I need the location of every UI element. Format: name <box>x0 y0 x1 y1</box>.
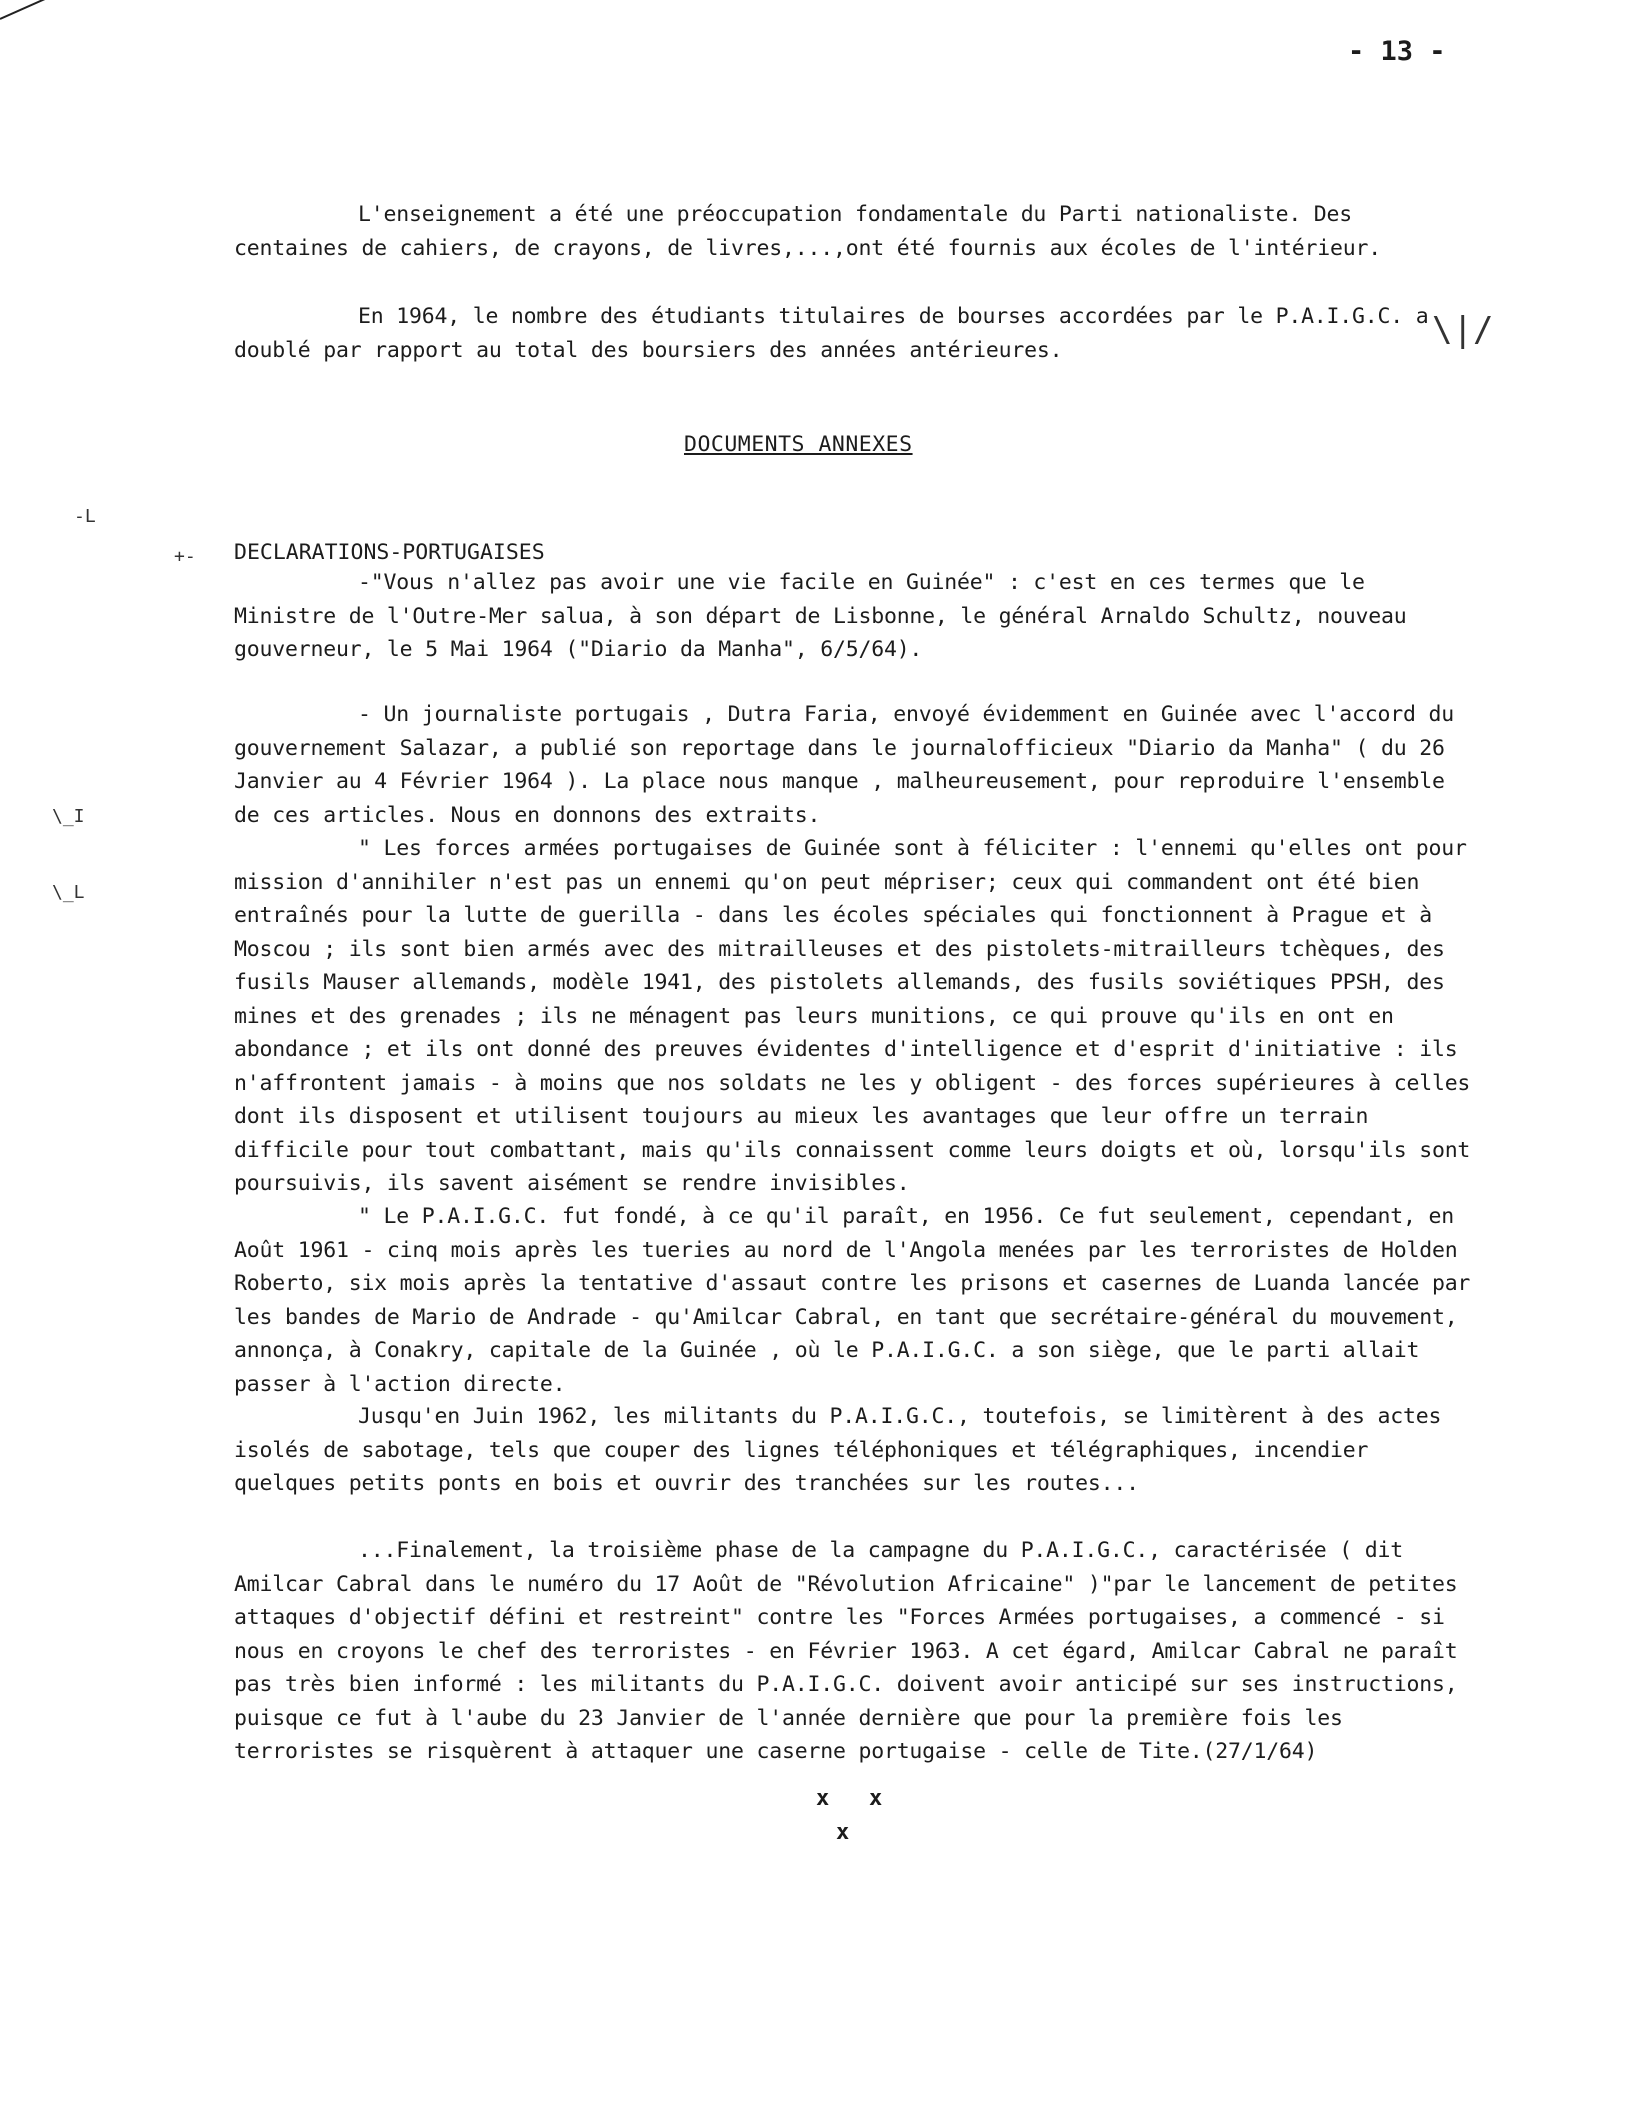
paragraph-ministre: -"Vous n'allez pas avoir une vie facile en Guinée" : c'est en ces termes que le Ministre de l'Outre-Mer salua, à son départ de Lisbonne, le général Arnaldo Schultz, nouveau gouverneur, le 5 Mai 1964 ("Diario da Manha", 6/5/64). <box>234 570 1407 662</box>
page-number: - 13 - <box>1348 36 1446 67</box>
paragraph-enseignement: L'enseignement a été une préoccupation fondamentale du Parti nationaliste. Des centaines de cahiers, de crayons, de livres,...,ont été fournis aux écoles de l'intérieur. <box>234 202 1381 261</box>
separator-bottom: x <box>836 1820 850 1845</box>
paragraph-juin-1962: Jusqu'en Juin 1962, les militants du P.A.I.G.C., toutefois, se limitèrent à des actes isolés de sabotage, tels que couper des lignes téléphoniques et télégraphiques, incendier quelques petits ponts en bois et ouvrir des tranchées sur les routes... <box>234 1404 1442 1496</box>
section-title-declarations: DECLARATIONS-PORTUGAISES <box>234 540 545 565</box>
separator-top: x x <box>816 1786 883 1811</box>
margin-mark: \_L <box>52 882 85 903</box>
paragraph-journaliste: - Un journaliste portugais , Dutra Faria, envoyé évidemment en Guinée avec l'accord du gouvernement Salazar, a publié son reportage dans le journalofficieux "Diario da Manha" ( du 26 Janvier au 4 Février 1964 ). La place nous manque , malheureusement, pour reproduire l'ensemble de ces articles. Nous en donnons des extraits. <box>234 702 1454 828</box>
paragraph-fondation-paigc: " Le P.A.I.G.C. fut fondé, à ce qu'il paraît, en 1956. Ce fut seulement, cependant, en Août 1961 - cinq mois après les tueries au nord de l'Angola menées par les terroristes de Holden Roberto, six mois après la tentative d'assaut contre les prisons et casernes de Luanda lancée par les bandes de Mario de Andrade - qu'Amilcar Cabral, en tant que secrétaire-général du mouvement, annonça, à Conakry, capitale de la Guinée , où le P.A.I.G.C. a son siège, que le parti allait passer à l'action directe. <box>234 1204 1471 1397</box>
scan-mark-line <box>0 0 57 20</box>
margin-mark: +- <box>174 546 196 567</box>
paragraph-troisieme-phase: ...Finalement, la troisième phase de la campagne du P.A.I.G.C., caractérisée ( dit Amilcar Cabral dans le numéro du 17 Août de "Révolution Africaine" )"par le lancement de petites attaques d'objectif défini et restreint" contre les "Forces Armées portugaises, a commencé - si nous en croyons le chef des terroristes - en Février 1963. A cet égard, Amilcar Cabral ne paraît pas très bien informé : les militants du P.A.I.G.C. doivent avoir anticipé sur ses instructions, puisque ce fut à l'aube du 23 Janvier de l'année dernière que pour la première fois les terroristes se risquèrent à attaquer une caserne portugaise - celle de Tite.(27/1/64) <box>234 1538 1458 1764</box>
margin-signature-mark: \|/ <box>1432 310 1494 350</box>
paragraph-forces-armees: " Les forces armées portugaises de Guinée sont à féliciter : l'ennemi qu'elles ont pour mission d'annihiler n'est pas un ennemi qu'on peut mépriser; ceux qui commandent ont été bien entraînés pour la lutte de guerilla - dans les écoles spéciales qui fonctionnent à Prague et à Moscou ; ils sont bien armés avec des mitrailleuses et des pistolets-mitrailleurs tchèques, des fusils Mauser allemands, modèle 1941, des pistolets allemands, des fusils soviétiques PPSH, des mines et des grenades ; ils ne ménagent pas leurs munitions, ce qui prouve qu'ils en ont en abondance ; et ils ont donné des preuves évidentes d'intelligence et d'esprit d'initiative : ils n'affrontent jamais - à moins que nos soldats ne les y obligent - des forces supérieures à celles dont ils disposent et utilisent toujours au mieux les avantages que leur offre un terrain difficile pour tout combattant, mais qu'ils connaissent comme leurs doigts et où, lorsqu'ils sont poursuivis, ils savent aisément se rendre invisibles. <box>234 836 1471 1196</box>
margin-mark: -L <box>74 506 96 527</box>
section-heading-documents-annexes: DOCUMENTS ANNEXES <box>684 432 913 457</box>
paragraph-bourses: En 1964, le nombre des étudiants titulaires de bourses accordées par le P.A.I.G.C. a doublé par rapport au total des boursiers des années antérieures. <box>234 304 1429 363</box>
margin-mark: \_I <box>52 806 85 827</box>
